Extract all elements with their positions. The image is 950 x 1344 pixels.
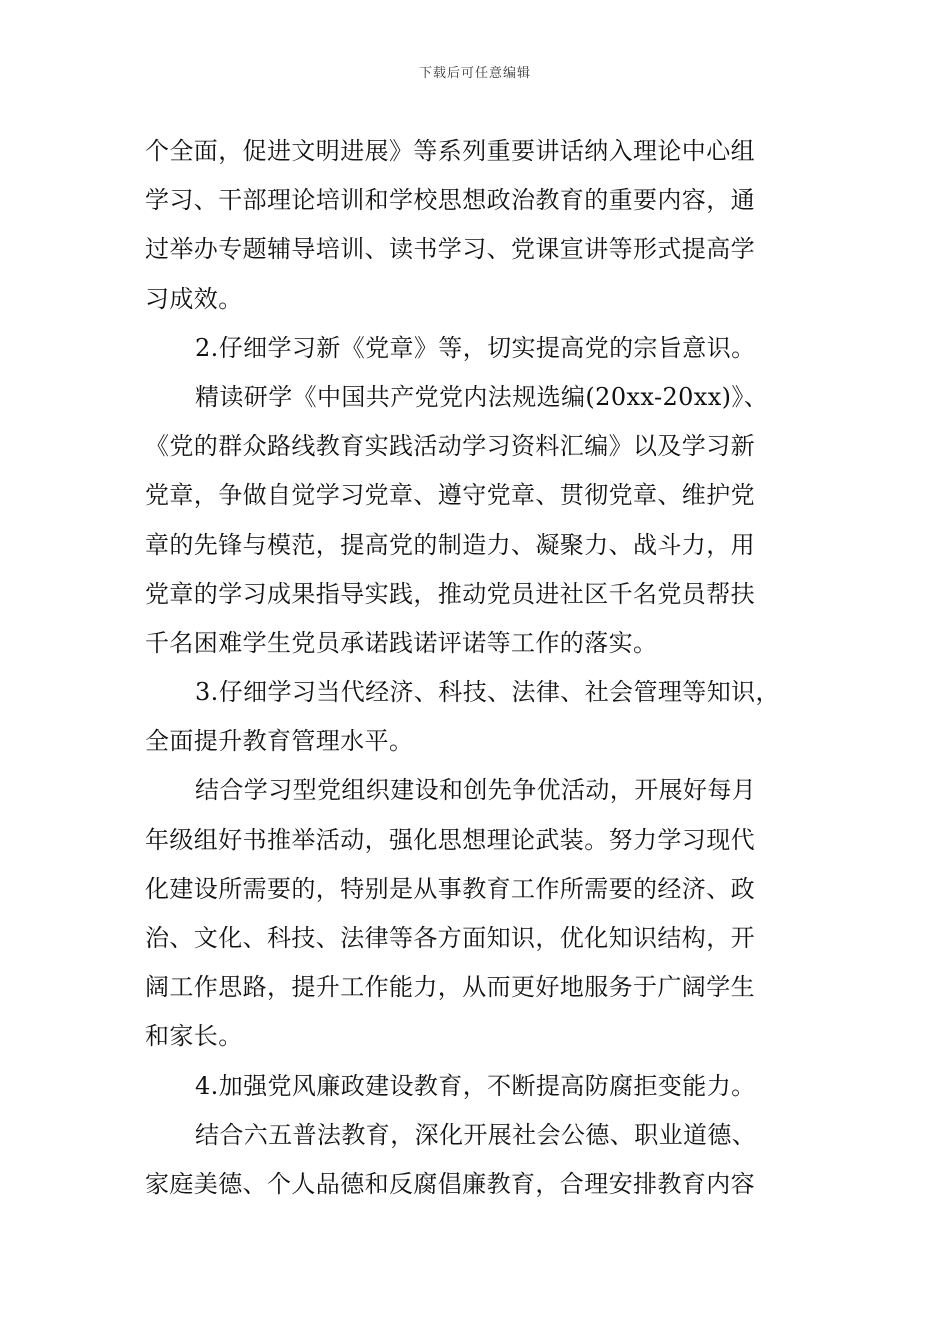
text-line: 千名困难学生党员承诺践诺评诺等工作的落实。 (145, 628, 658, 657)
text-line: 阔工作思路，提升工作能力，从而更好地服务于广阔学生 (145, 973, 755, 1002)
text-line: 党章，争做自觉学习党章、遵守党章、贯彻党章、维护党 (145, 481, 755, 510)
text-line: 过举办专题辅导培训、读书学习、党课宣讲等形式提高学 (145, 235, 755, 264)
text-line: 化建设所需要的，特别是从事教育工作所需要的经济、政 (145, 874, 755, 903)
text-line: 个全面，促进文明进展》等系列重要讲话纳入理论中心组 (145, 137, 755, 165)
section-heading-3: 3.仔细学习当代经济、科技、法律、社会管理等知识， (195, 678, 780, 707)
text-line: 章的先锋与模范，提高党的制造力、凝聚力、战斗力，用 (145, 530, 755, 559)
text-line: 精读研学《中国共产党党内法规选编(20xx-20xx)》、 (195, 382, 769, 411)
text-line: 全面提升教育管理水平。 (145, 727, 414, 756)
text-line: 家庭美德、个人品德和反腐倡廉教育，合理安排教育内容 (145, 1169, 755, 1198)
section-heading-2: 2.仔细学习新《党章》等，切实提高党的宗旨意识。 (195, 333, 756, 362)
text-line: 结合六五普法教育，深化开展社会公德、职业道德、 (195, 1120, 757, 1149)
text-line: 年级组好书推举活动，强化思想理论武装。努力学习现代 (145, 825, 755, 854)
text-line: 学习、干部理论培训和学校思想政治教育的重要内容，通 (145, 186, 755, 215)
section-heading-4: 4.加强党风廉政建设教育，不断提高防腐拒变能力。 (195, 1071, 756, 1100)
document-body (145, 127, 835, 1209)
text-line: 和家长。 (145, 1022, 243, 1051)
text-line: 治、文化、科技、法律等各方面知识，优化知识结构，开 (145, 924, 755, 952)
text-line: 党章的学习成果指导实践，推动党员进社区千名党员帮扶 (145, 579, 755, 608)
text-line: 习成效。 (145, 284, 243, 313)
page-header: 下载后可任意编辑 (418, 66, 531, 81)
text-line: 结合学习型党组织建设和创先争优活动，开展好每月 (195, 776, 757, 805)
text-line: 《党的群众路线教育实践活动学习资料汇编》以及学习新 (145, 432, 755, 461)
